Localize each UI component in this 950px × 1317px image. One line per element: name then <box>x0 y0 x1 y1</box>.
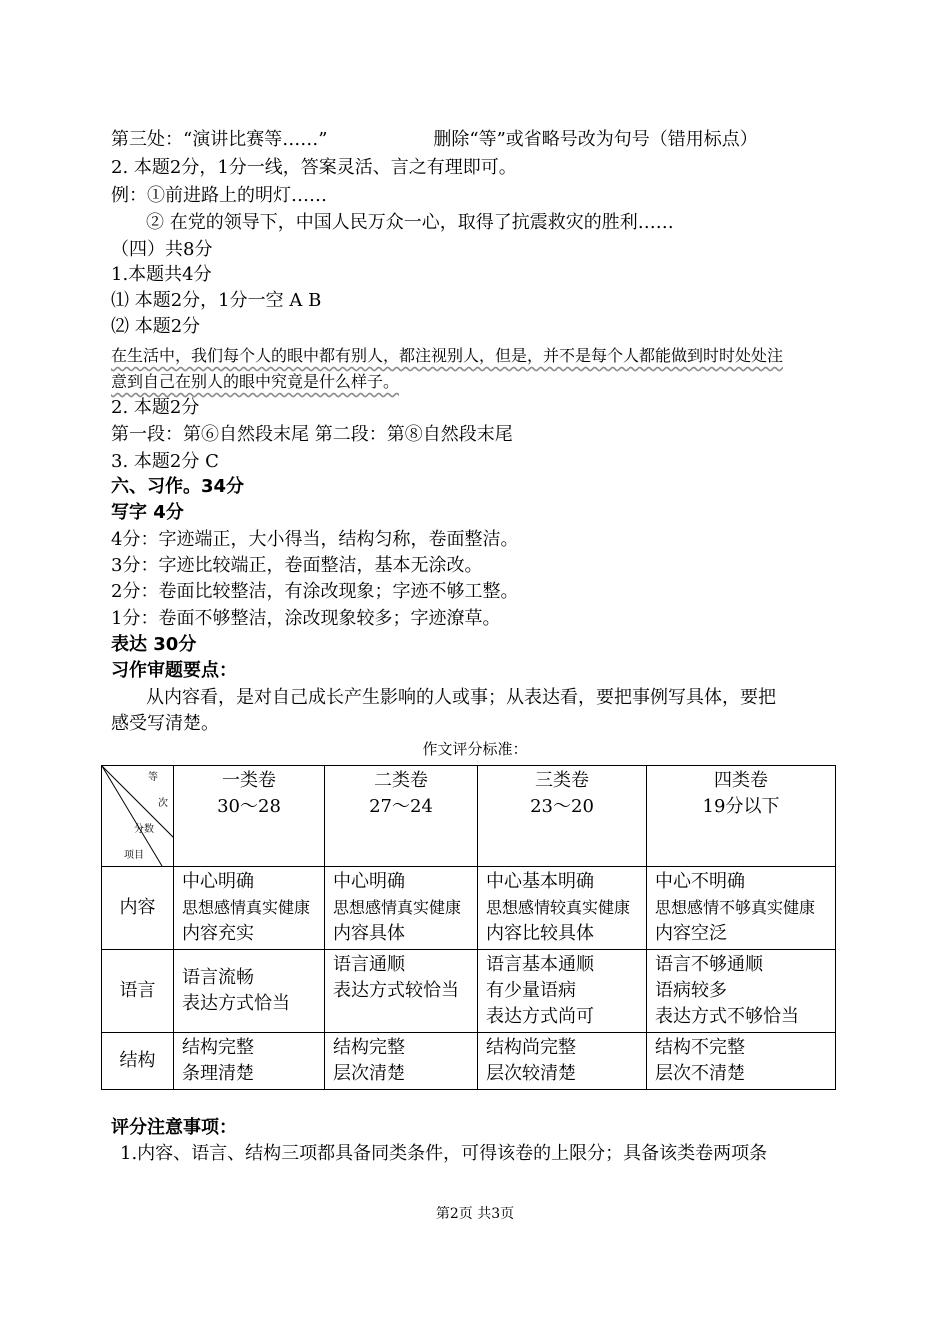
table-cell <box>647 1033 836 1090</box>
cell-line: 层次较清楚 <box>486 1063 576 1084</box>
row-label: 内容 <box>102 867 174 950</box>
table-cell <box>478 1033 647 1090</box>
underlined-answer: 意到自己在别人的眼中究竟是什么样子。 <box>111 372 400 391</box>
table-cell <box>478 950 647 1033</box>
cell-line: 条理清楚 <box>182 1063 254 1084</box>
corner-label: 分数 <box>134 824 154 835</box>
grading-table <box>101 765 836 1090</box>
grade-header <box>647 766 836 867</box>
grade-range: 30～28 <box>217 796 281 817</box>
cell-line: 表达方式恰当 <box>182 993 290 1014</box>
text-line: 2. 本题2分 <box>111 397 200 418</box>
cell-line: 语言基本通顺 <box>486 954 594 975</box>
text-line: 1分：卷面不够整洁，涂改现象较多；字迹潦草。 <box>111 608 501 629</box>
grade-header <box>478 766 647 867</box>
table-cell <box>325 867 478 950</box>
table-cell <box>647 950 836 1033</box>
cell-line: 内容充实 <box>182 923 254 944</box>
table-cell <box>325 1033 478 1090</box>
cell-line: 有少量语病 <box>486 980 576 1001</box>
grade-name: 二类卷 <box>374 770 428 791</box>
cell-line: 内容空泛 <box>655 923 727 944</box>
cell-line: 语言不够通顺 <box>655 954 763 975</box>
cell-line: 中心不明确 <box>655 871 745 892</box>
grade-name: 三类卷 <box>535 770 589 791</box>
text-line: 4分：字迹端正，大小得当，结构匀称，卷面整洁。 <box>111 529 519 550</box>
text-line: 2分：卷面比较整洁，有涂改现象；字迹不够工整。 <box>111 581 519 602</box>
cell-line: 中心明确 <box>333 871 405 892</box>
subheading: 习作审题要点： <box>111 660 237 681</box>
cell-line: 中心基本明确 <box>486 871 594 892</box>
corner-label: 项目 <box>124 850 144 861</box>
cell-line: 思想感情不够真实健康 <box>655 898 816 917</box>
table-row <box>102 1033 836 1090</box>
cell-line: 内容比较具体 <box>486 923 594 944</box>
cell-line: 语言通顺 <box>333 954 405 975</box>
table-caption: 作文评分标准： <box>422 740 528 758</box>
grade-header <box>325 766 478 867</box>
table-row <box>102 950 836 1033</box>
subheading: 表达 30分 <box>111 634 197 655</box>
table-row <box>102 867 836 950</box>
grade-header <box>174 766 325 867</box>
cell-line: 表达方式不够恰当 <box>655 1006 799 1027</box>
text-line: 3. 本题2分 C <box>111 451 219 472</box>
text-line: 1.本题共4分 <box>111 264 212 285</box>
text-segment: 第三处：“演讲比赛等……” <box>111 129 328 150</box>
corner-label: 次 <box>158 798 168 809</box>
text-line: ⑵ 本题2分 <box>111 316 201 337</box>
text-line: 3分：字迹比较端正，卷面整洁，基本无涂改。 <box>111 555 483 576</box>
text-line: 第一段：第⑥自然段末尾 第二段：第⑧自然段末尾 <box>111 424 513 445</box>
cell-line: 结构不完整 <box>655 1037 745 1058</box>
subheading: 评分注意事项： <box>111 1117 237 1138</box>
cell-line: 结构完整 <box>333 1037 405 1058</box>
text-line: ⑴ 本题2分，1分一空 A B <box>111 290 322 311</box>
cell-line: 层次清楚 <box>333 1063 405 1084</box>
row-label: 语言 <box>102 950 174 1033</box>
section-heading: 六、习作。34分 <box>111 476 245 497</box>
cell-line: 中心明确 <box>182 871 254 892</box>
grade-range: 27～24 <box>369 796 433 817</box>
grade-name: 一类卷 <box>222 770 276 791</box>
corner-cell <box>102 766 174 867</box>
text-line: 从内容看，是对自己成长产生影响的人或事；从表达看，要把事例写具体，要把 <box>146 687 776 708</box>
text-line <box>111 127 758 153</box>
table-cell <box>174 867 325 950</box>
cell-line: 思想感情真实健康 <box>182 898 311 917</box>
cell-line: 内容具体 <box>333 923 405 944</box>
text-line: 感受写清楚。 <box>111 713 219 734</box>
cell-line: 表达方式尚可 <box>486 1006 594 1027</box>
cell-line: 语病较多 <box>655 980 727 1001</box>
table-cell <box>174 950 325 1033</box>
cell-line: 表达方式较恰当 <box>333 980 459 1001</box>
cell-line: 层次不清楚 <box>655 1063 745 1084</box>
text-line: 2. 本题2分，1分一线，答案灵活、言之有理即可。 <box>111 157 517 178</box>
text-line: 1.内容、语言、结构三项都具备同类条件，可得该卷的上限分；具备该类卷两项条 <box>120 1143 768 1164</box>
page-number: 第2页 共3页 <box>435 1206 515 1222</box>
cell-line: 语言流畅 <box>182 967 254 988</box>
text-segment: 删除“等”或省略号改为句号（错用标点） <box>433 129 758 150</box>
table-header-row <box>102 766 836 867</box>
text-line: ② 在党的领导下，中国人民万众一心，取得了抗震救灾的胜利…… <box>146 212 674 233</box>
text-line: 例：①前进路上的明灯…… <box>111 185 327 206</box>
grade-name: 四类卷 <box>714 770 768 791</box>
cell-line: 结构完整 <box>182 1037 254 1058</box>
table-cell <box>325 950 478 1033</box>
table-cell <box>647 867 836 950</box>
grade-range: 23～20 <box>530 796 594 817</box>
table-cell <box>174 1033 325 1090</box>
section-heading: （四）共8分 <box>111 239 213 260</box>
cell-line: 思想感情较真实健康 <box>486 898 631 917</box>
row-label: 结构 <box>102 1033 174 1090</box>
corner-label: 等 <box>148 772 158 783</box>
table-cell <box>478 867 647 950</box>
cell-line: 思想感情真实健康 <box>333 898 462 917</box>
grade-range: 19分以下 <box>702 796 780 817</box>
underlined-answer: 在生活中，我们每个人的眼中都有别人，都注视别人，但是，并不是每个人都能做到时时处处注 <box>111 346 784 365</box>
cell-line: 结构尚完整 <box>486 1037 576 1058</box>
subheading: 写字 4分 <box>111 502 184 523</box>
